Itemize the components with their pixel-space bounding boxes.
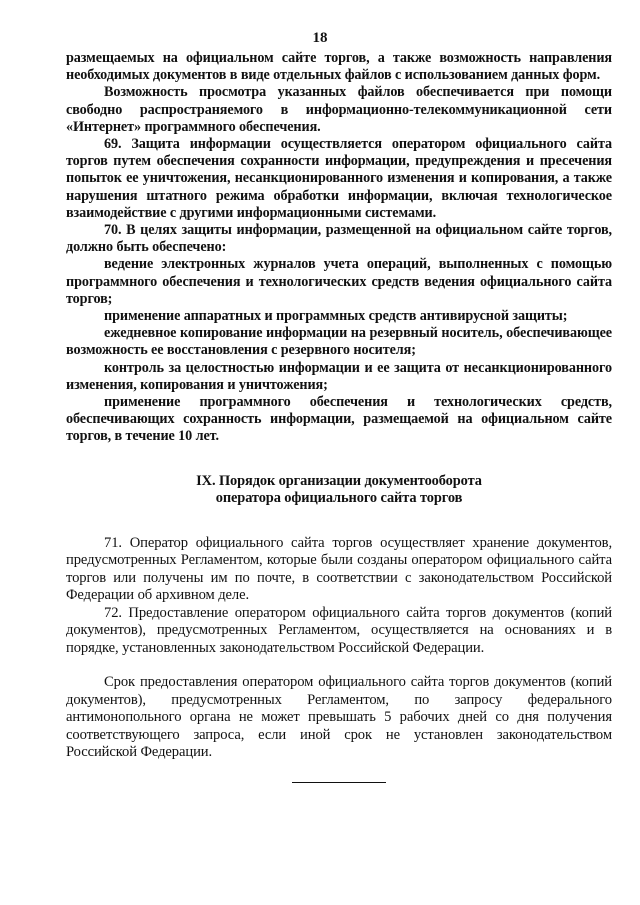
section-heading-line1: IX. Порядок организации документооборота: [196, 472, 482, 489]
end-divider: [292, 782, 386, 783]
paragraph: Возможность просмотра указанных файлов обеспечивается при помощи свободно распространяемого в информационно-телекоммуникационной сети «Интернет» программного обеспечения.: [66, 84, 612, 135]
list-item: ведение электронных журналов учета операций, выполненных с помощью программного обеспечения и технологических средств ведения официального сайта торгов;: [66, 256, 612, 307]
list-item: ежедневное копирование информации на резервный носитель, обеспечивающее возможность ее восстановления с резервного носителя;: [66, 325, 612, 359]
section-heading-line2: оператора официального сайта торгов: [215, 490, 463, 507]
list-item: применение программного обеспечения и технологических средств, обеспечивающих сохранность информации, размещаемой на официальном сайте торгов, в течение 10 лет.: [66, 394, 612, 445]
paragraph: Срок предоставления оператором официального сайта торгов документов (копий документов), предусмотренных Регламентом, по запросу федерального антимонопольного органа не может превышать 5 рабочих дней со дня получения соответствующего запроса, если иной срок не установлен законодательством Российской Федерации.: [66, 674, 612, 761]
paragraph-70: 70. В целях защиты информации, размещенной на официальном сайте торгов, должно быть обеспечено:: [66, 222, 612, 256]
list-item: применение аппаратных и программных средств антивирусной защиты;: [104, 308, 568, 325]
section-body: [66, 535, 612, 762]
section-heading: [66, 473, 612, 508]
paragraph-69: 69. Защита информации осуществляется оператором официального сайта торгов путем обеспечения сохранности информации, предупреждения и пресечения попыток ее уничтожения, несанкционированного изменения и копирования, а также нарушения штатного режима обработки информации, включая технологическое взаимодействие с другими информационными системами.: [66, 136, 612, 221]
document-body: [66, 50, 612, 783]
page-number: 18: [312, 30, 328, 46]
paragraph-71: 71. Оператор официального сайта торгов осуществляет хранение документов, предусмотренных Регламентом, которые были созданы оператором официального сайта торгов или получены им по почте, в соответствии с законодательством Российской Федерации об архивном деле.: [66, 534, 612, 604]
list-item: контроль за целостностью информации и ее защита от несанкционированного изменения, копирования и уничтожения;: [66, 359, 612, 393]
paragraph-72: 72. Предоставление оператором официального сайта торгов документов (копий документов), предусмотренных Регламентом, осуществляется на основаниях и в порядке, установленных законодательством Российской Федерации.: [66, 604, 612, 656]
paragraph: размещаемых на официальном сайте торгов, а также возможность направления необходимых документов в виде отдельных файлов с использованием данных форм.: [66, 50, 612, 84]
